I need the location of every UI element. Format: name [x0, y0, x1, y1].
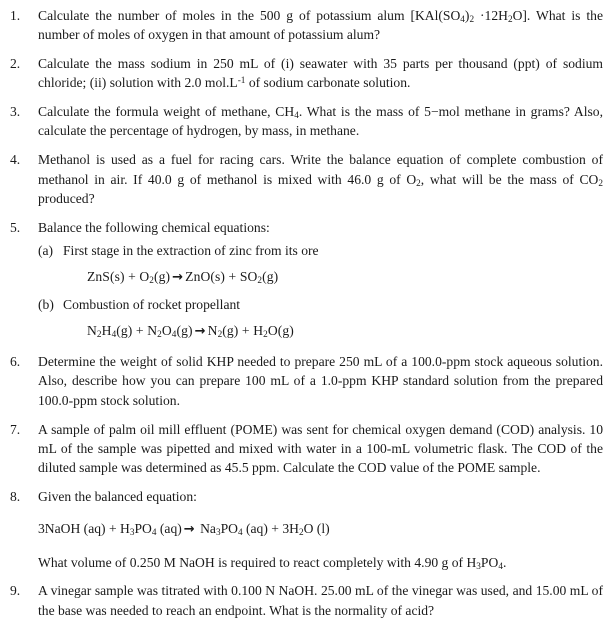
- question-text: Methanol is used as a fuel for racing cars. Write the balance equation of complete combustion of methanol in air. If 40.0 g of methanol is mixed with 46.0 g of $O_2$, what will be the mass of $CO_2$ produced?: [38, 152, 603, 206]
- formula-subscript: 4: [171, 328, 177, 339]
- formula-subscript: 2: [263, 328, 268, 339]
- reaction-arrow-icon: →: [183, 522, 195, 538]
- question-item: [8, 420, 603, 478]
- question-item: [8, 6, 603, 45]
- sub-question-text: Combustion of rocket propellant: [63, 296, 241, 312]
- sub-question-body: [63, 241, 603, 292]
- question-item: [8, 218, 603, 348]
- sub-question-list: [38, 241, 603, 345]
- question-body: [38, 352, 603, 410]
- sub-question-text: First stage in the extraction of zinc from its ore: [63, 242, 319, 258]
- question-number: 1.: [10, 8, 21, 23]
- formula-superscript: -1: [237, 75, 246, 86]
- chemical-equation: $ZnS(s) + O_2(g) \to ZnO(s) + SO_2(g)$: [87, 269, 279, 286]
- question-item: [8, 352, 603, 410]
- question-number: 6.: [10, 354, 21, 370]
- question-number: 7.: [10, 421, 21, 437]
- sub-question-label: (a): [38, 242, 54, 258]
- formula-subscript: 2: [507, 14, 513, 25]
- formula-subscript: 2: [217, 328, 223, 339]
- formula-subscript: 2: [298, 527, 304, 538]
- formula-subscript: 2: [469, 14, 475, 25]
- question-text: Calculate the number of moles in the 500 g of potassium alum $[KAl(SO_4)_2 \cdot 12H_2O]$. What is the number of moles of oxygen in that amount of potassium alum?: [38, 8, 603, 43]
- question-text: A sample of palm oil mill effluent (POME) was sent for chemical oxygen demand (COD) analysis. 10 mL of the sample was pipetted and mixed with water in a 100-mL volumetric flask. The COD of the diluted sample was determined as 45.5 ppm. Calculate the COD value of the POME sample.: [38, 421, 603, 476]
- formula-subscript: 2: [257, 275, 263, 286]
- sub-question-body: [63, 295, 603, 346]
- question-body: [38, 218, 603, 348]
- question-stem: Given the balanced equation:: [38, 488, 197, 504]
- formula-subscript: 4: [498, 560, 503, 571]
- formula-subscript: 2: [157, 328, 162, 339]
- question-text: Calculate the formula weight of methane, $CH_4$. What is the mass of 5−mol methane in grams? Also, calculate the percentage of hydrogen, by mass, in methane.: [38, 104, 603, 139]
- sub-question-item: [38, 295, 603, 346]
- formula-subscript: 3: [129, 527, 135, 538]
- question-body: [38, 420, 603, 478]
- question-number: 8.: [10, 488, 21, 504]
- question-item: [8, 487, 603, 572]
- question-text: A vinegar sample was titrated with 0.100 N NaOH. 25.00 mL of the vinegar was used, and 15.00 mL of the base was needed to reach an endpoint. What is the normality of acid?: [38, 583, 603, 618]
- question-item: [8, 581, 603, 620]
- chemical-equation: $N_2H_4(g) + N_2O_4(g) \to N_2(g) + H_2O(g)$: [87, 322, 294, 339]
- chemical-equation: 3NaOH $(aq) + H_3PO_4$ $(aq) \to Na_3PO_4$ $(aq) + 3H_2O$ (l): [38, 521, 330, 538]
- question-item: [8, 54, 603, 93]
- formula-subscript: 4: [151, 527, 157, 538]
- question-text: Determine the weight of solid KHP needed to prepare 250 mL of a 100.0-ppm stock aqueous solution. Also, describe how you can prepare 100 mL of a 1.0-ppm KHP standard solution from the prepared 100.0-ppm stock solution.: [38, 354, 603, 408]
- question-body: [38, 150, 603, 208]
- question-item: [8, 102, 603, 141]
- sub-question-item: [38, 241, 603, 292]
- reaction-arrow-icon: →: [172, 270, 184, 286]
- question-body: [38, 487, 603, 572]
- question-number: 2.: [10, 56, 21, 72]
- formula-subscript: 3: [476, 560, 481, 571]
- question-number: 9.: [10, 583, 21, 599]
- formula-subscript: 4: [237, 527, 243, 538]
- formula-subscript: 2: [416, 177, 421, 188]
- formula-subscript: 3: [215, 527, 221, 538]
- formula-subscript: 4: [294, 110, 299, 121]
- question-number: 4.: [10, 152, 21, 168]
- question-number: 5.: [10, 219, 21, 235]
- question-body: [38, 6, 603, 45]
- question-number: 3.: [10, 104, 21, 120]
- formula-subscript: 4: [460, 14, 465, 25]
- formula-subscript: 2: [149, 275, 155, 286]
- formula-subscript: 2: [96, 328, 102, 339]
- question-body: [38, 581, 603, 620]
- question-tail-text: What volume of 0.250 M NaOH is required to react completely with 4.90 g of $H_3PO_4$.: [38, 554, 507, 571]
- formula-subscript: 4: [111, 328, 117, 339]
- reaction-arrow-icon: →: [194, 323, 206, 339]
- question-item: [8, 150, 603, 208]
- sub-question-label: (b): [38, 296, 54, 312]
- formula-subscript: 2: [598, 177, 603, 188]
- question-stem: Balance the following chemical equations:: [38, 219, 270, 235]
- question-body: [38, 54, 603, 93]
- question-body: [38, 102, 603, 141]
- question-text: Calculate the mass sodium in 250 mL of (i) seawater with 35 parts per thousand (ppt) of sodium chloride; (ii) solution with 2.0 $mol.L^{-1}$ of sodium carbonate solution.: [38, 56, 603, 91]
